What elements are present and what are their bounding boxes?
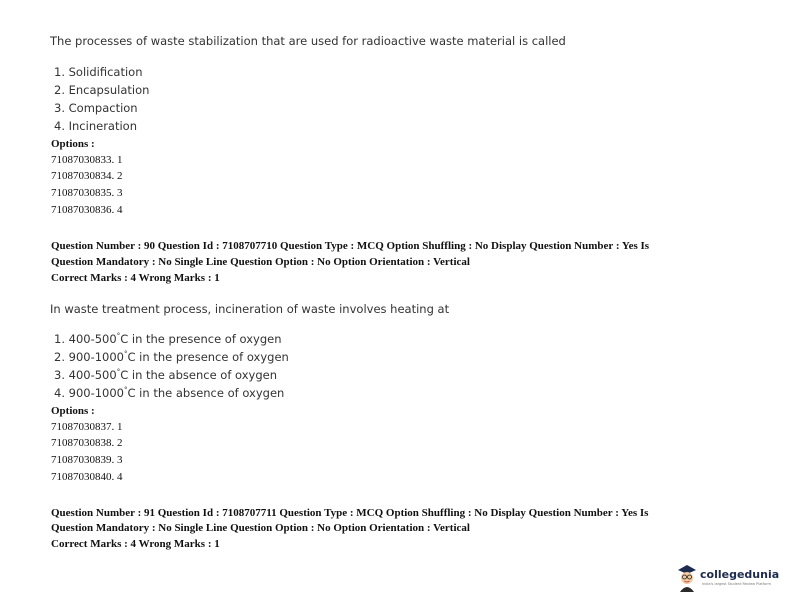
question-meta: Question Number : 91 Question Id : 7108707711 Question Type : MCQ Option Shuffling : No Display Question Number : Yes Is bbox=[51, 507, 649, 519]
question-text: In waste treatment process, incineration of waste involves heating at bbox=[50, 302, 450, 316]
question-meta: Question Number : 90 Question Id : 7108707710 Question Type : MCQ Option Shuffling : No Display Question Number : Yes Is bbox=[51, 240, 650, 252]
option-id: 71087030835. 3 bbox=[51, 187, 123, 199]
option-id: 71087030837. 1 bbox=[51, 421, 123, 433]
options-label: Options : bbox=[51, 138, 95, 150]
mascot-icon bbox=[676, 563, 698, 593]
question-marks: Correct Marks : 4 Wrong Marks : 1 bbox=[51, 272, 220, 284]
option-id: 71087030839. 3 bbox=[51, 454, 123, 466]
brand-tagline: India's largest Student Review Platform bbox=[702, 582, 771, 586]
choice: 3. Compaction bbox=[54, 101, 138, 115]
question-text: The processes of waste stabilization that are used for radioactive waste material is called bbox=[50, 34, 566, 48]
option-id: 71087030833. 1 bbox=[51, 154, 123, 166]
choice: 1. Solidification bbox=[54, 65, 143, 79]
choice: 4. 900-1000°C in the absence of oxygen bbox=[54, 386, 285, 400]
choice: 2. Encapsulation bbox=[54, 83, 150, 97]
option-id: 71087030840. 4 bbox=[51, 471, 123, 483]
question-meta: Question Mandatory : No Single Line Question Option : No Option Orientation : Vertical bbox=[51, 522, 470, 534]
option-id: 71087030836. 4 bbox=[51, 204, 123, 216]
question-marks: Correct Marks : 4 Wrong Marks : 1 bbox=[51, 538, 220, 550]
choice: 4. Incineration bbox=[54, 119, 137, 133]
choice: 3. 400-500°C in the absence of oxygen bbox=[54, 368, 277, 382]
option-id: 71087030834. 2 bbox=[51, 170, 123, 182]
brand-logo bbox=[676, 562, 780, 594]
question-meta: Question Mandatory : No Single Line Question Option : No Option Orientation : Vertical bbox=[51, 256, 470, 268]
choice: 2. 900-1000°C in the presence of oxygen bbox=[54, 350, 289, 364]
options-label: Options : bbox=[51, 405, 95, 417]
option-id: 71087030838. 2 bbox=[51, 437, 123, 449]
choice: 1. 400-500°C in the presence of oxygen bbox=[54, 332, 282, 346]
brand-name: collegedunia bbox=[700, 568, 780, 581]
